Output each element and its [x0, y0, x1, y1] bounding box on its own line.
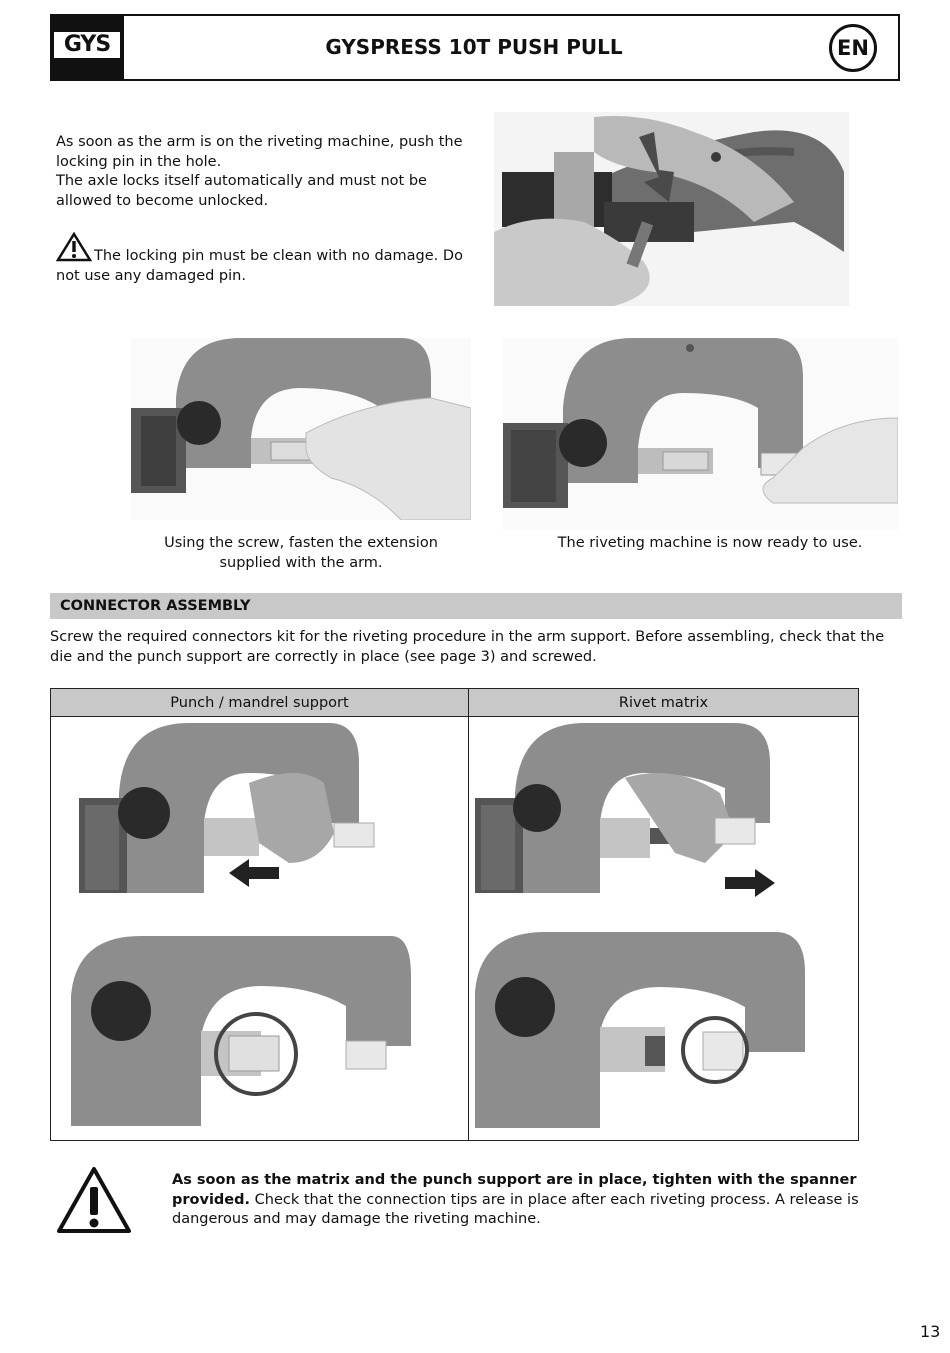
intro-line: The axle locks itself automatically and must not be allowed to become unlocked.: [56, 173, 427, 209]
punch-insert-photo: [79, 723, 439, 898]
gys-logo: [50, 14, 124, 81]
intro-line: As soon as the arm is on the riveting machine, push the locking pin in the hole.: [56, 134, 463, 170]
section-title: CONNECTOR ASSEMBLY: [60, 598, 251, 614]
inline-warning: [56, 232, 476, 286]
warning-triangle-icon: [55, 1165, 133, 1239]
machine-ready-photo: [503, 338, 898, 530]
page-title: GYSPRESS 10T PUSH PULL: [325, 35, 623, 59]
fasten-extension-caption: Using the screw, fasten the extension supplied with the arm.: [164, 535, 438, 571]
table-header-punch: Punch / mandrel support: [51, 689, 468, 717]
table-header-matrix: Rivet matrix: [469, 689, 858, 717]
warning-triangle-icon: [56, 232, 92, 262]
logo-text: GYS: [54, 32, 120, 58]
matrix-insert-photo: [475, 723, 853, 913]
connector-table: [50, 688, 859, 1141]
inline-warning-text: The locking pin must be clean with no damage. Do not use any damaged pin.: [56, 248, 463, 284]
punch-installed-photo: [71, 936, 411, 1126]
matrix-installed-photo: [475, 932, 805, 1128]
machine-ready-caption: The riveting machine is now ready to use.: [557, 535, 863, 551]
bottom-warning-detail: Check that the connection tips are in place after each riveting process. A release is dangerous and may damage the riveting machine.: [172, 1191, 859, 1227]
connector-instructions: Screw the required connectors kit for the riveting procedure in the arm support. Before assembling, check that the die and the punch support are correctly in place (see page 3) and screwed.: [50, 629, 885, 665]
locking-pin-photo: [494, 112, 849, 306]
page-number: 13: [920, 1322, 941, 1341]
bottom-warning-bold: As soon as the matrix and the punch support are in place, tighten with the spanner provided.: [172, 1172, 857, 1208]
table-divider: [468, 689, 469, 1140]
intro-text: [56, 133, 476, 211]
fasten-extension-photo: [131, 338, 471, 520]
bottom-warning-text: [172, 1171, 862, 1230]
language-badge: EN: [829, 24, 877, 72]
